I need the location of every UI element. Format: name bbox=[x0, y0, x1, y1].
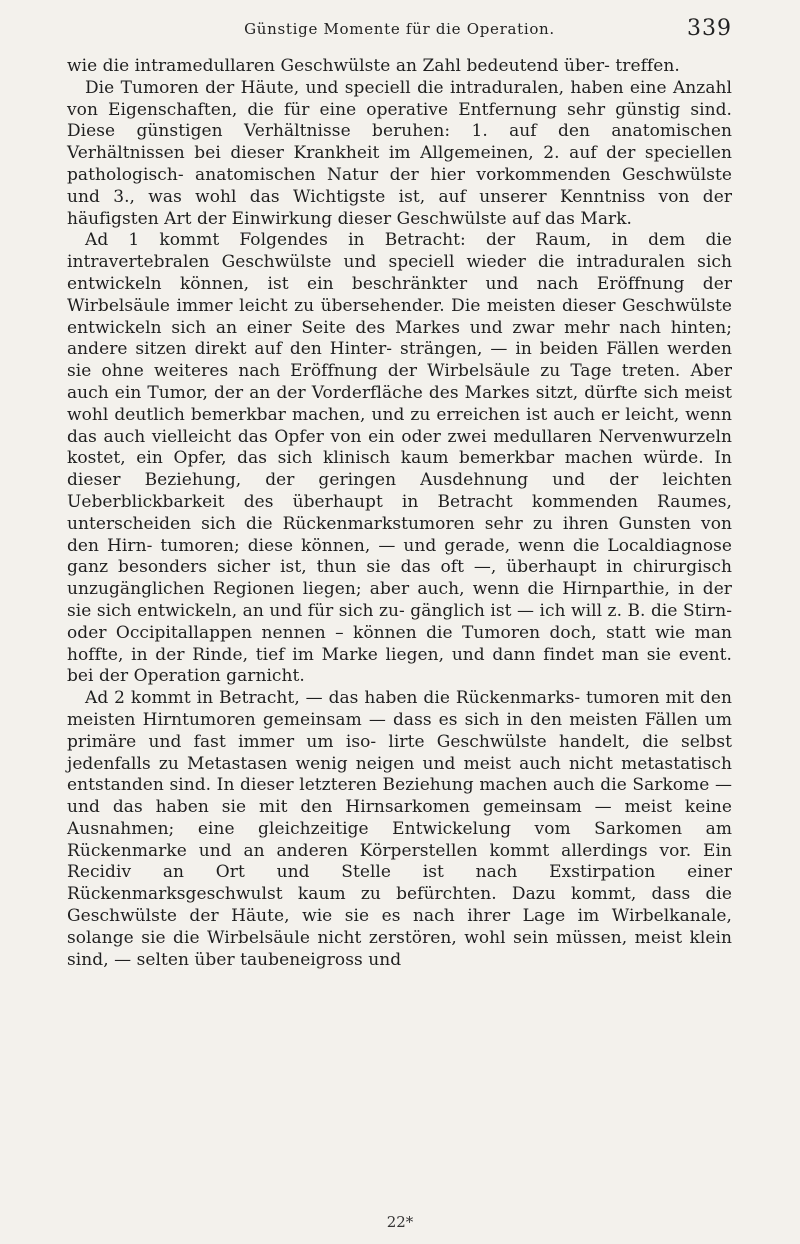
paragraph-ad-1: Ad 1 kommt Folgendes in Betracht: der Raum, in dem die intravertebralen Geschwülste und speciell wieder die intraduralen sich entwickeln können, ist ein beschränkter und nach Eröffnung der Wirbelsäule immer leicht zu übersehender. Die meisten dieser Geschwülste entwickeln sich an einer Seite des Markes und zwar mehr nach hinten; andere sitzen direkt auf den Hinter- strängen, — in beiden Fällen werden sie ohne weiteres nach Eröffnung der Wirbelsäule zu Tage treten. Aber auch ein Tumor, der an der Vorderfläche des Markes sitzt, dürfte sich meist wohl deutlich bemerkbar machen, und zu erreichen ist auch er leicht, wenn das auch vielleicht das Opfer von ein oder zwei medullaren Nervenwurzeln kostet, ein Opfer, das sich klinisch kaum bemerkbar machen würde. In dieser Beziehung, der geringen Ausdehnung und der leichten Ueberblickbarkeit des überhaupt in Betracht kommenden Raumes, unterscheiden sich die Rückenmarkstumoren sehr zu ihren Gunsten von den Hirn- tumoren; diese können, — und gerade, wenn die Localdiagnose ganz besonders sicher ist, thun sie das oft —, überhaupt in chirurgisch unzugänglichen Regionen liegen; aber auch, wenn die Hirnparthie, in der sie sich entwickeln, an und für sich zu- gänglich ist — ich will z. B. die Stirn- oder Occipitallappen nennen – können die Tumoren doch, statt wie man hoffte, in der Rinde, tief im Marke liegen, und dann findet man sie event. bei der Operation garnicht. bbox=[67, 230, 732, 687]
body-text bbox=[67, 56, 732, 971]
paragraph-tumor-properties: Die Tumoren der Häute, und speciell die intraduralen, haben eine Anzahl von Eigenschaften, die für eine operative Entfernung sehr günstig sind. Diese günstigen Verhältnisse beruhen: 1. auf den anatomischen Verhältnissen bei dieser Krankheit im Allgemeinen, 2. auf der speciellen pathologisch- anatomischen Natur der hier vorkommenden Geschwülste und 3., was wohl das Wichtigste ist, auf unserer Kenntniss von der häufigsten Art der Einwirkung dieser Geschwülste auf das Mark. bbox=[67, 77, 732, 229]
paragraph-continuation: wie die intramedullaren Geschwülste an Zahl bedeutend über- treffen. bbox=[67, 56, 680, 76]
page-number: 339 bbox=[687, 16, 732, 41]
sheet-signature: 22* bbox=[386, 1213, 414, 1231]
paragraph-ad-2: Ad 2 kommt in Betracht, — das haben die Rückenmarks- tumoren mit den meisten Hirntumoren gemeinsam — dass es sich in den meisten Fällen um primäre und fast immer um iso- lirte Geschwülste handelt, die selbst jedenfalls zu Metastasen wenig neigen und meist auch nicht metastatisch entstanden sind. In dieser letzteren Beziehung machen auch die Sarkome — und das haben sie mit den Hirnsarkomen gemeinsam — meist keine Ausnahmen; eine gleichzeitige Entwickelung vom Sarkomen am Rückenmarke und an anderen Körperstellen kommt allerdings vor. Ein Recidiv an Ort und Stelle ist nach Exstirpation einer Rückenmarksgeschwulst kaum zu befürchten. Dazu kommt, dass die Geschwülste der Häute, wie sie es nach ihrer Lage im Wirbelkanale, solange sie die Wirbelsäule nicht zerstören, wohl sein müssen, meist klein sind, — selten über taubeneigross und bbox=[67, 688, 732, 970]
running-header bbox=[67, 16, 732, 44]
running-title: Günstige Momente für die Operation. bbox=[244, 20, 555, 38]
